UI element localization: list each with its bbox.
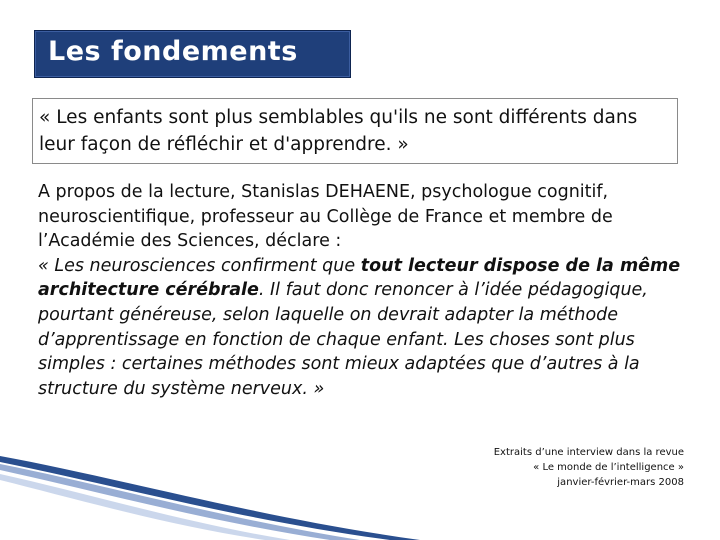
body-text: [38, 180, 688, 401]
source-line-1: Extraits d’une interview dans la revue: [493, 447, 684, 458]
decorative-swoosh: [0, 448, 720, 540]
citation-part2: . Il faut donc renoncer à l’idée pédagogique, pourtant généreuse, selon laquelle on devrait adapter la méthode d’apprentissage en fonction de chaque enfant. Les choses sont plus simples : certaines méthodes sont mieux adaptées que d’autres à la structure du système nerveux. »: [38, 280, 648, 399]
intro-paragraph: A propos de la lecture, Stanislas DEHAENE, psychologue cognitif, neuroscientifique, professeur au Collège de France et membre de l’Académie des Sciences, déclare :: [38, 182, 613, 252]
source-line-3: janvier-février-mars 2008: [557, 477, 684, 488]
slide-title: Les fondements: [48, 36, 298, 67]
title-banner: [34, 30, 351, 78]
citation-bold: tout lecteur dispose de la même architecture cérébrale: [38, 255, 681, 301]
source-line-2: « Le monde de l’intelligence »: [533, 462, 684, 473]
quote-text: « Les enfants sont plus semblables qu'ils ne sont différents dans leur façon de réfléchir et d'apprendre. »: [39, 107, 638, 155]
citation-part1: « Les neurosciences confirment que: [38, 255, 361, 276]
citation-paragraph: [38, 254, 688, 402]
quote-box: [32, 98, 678, 164]
